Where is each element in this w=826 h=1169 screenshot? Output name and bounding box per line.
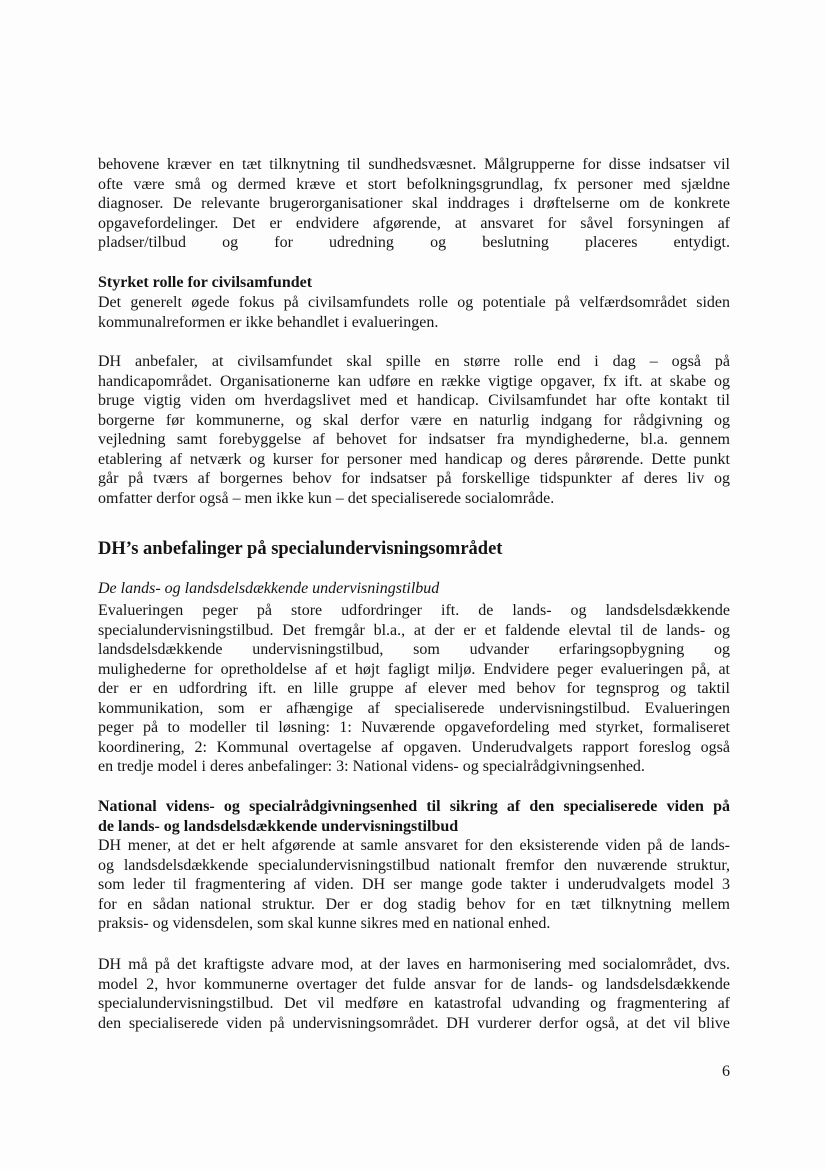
text-line: Det generelt øgede fokus på civilsamfundets rolle og potentiale på velfærdsområdet siden — [98, 294, 730, 311]
text-line: de lands- og landsdelsdækkende undervisningstilbud — [98, 817, 459, 835]
text-line: og landsdelsdækkende specialundervisningstilbud nationalt fremfor den nuværende struktur, — [98, 856, 730, 874]
page-number: 6 — [722, 1063, 730, 1080]
text-line: Styrket rolle for civilsamfundet — [98, 274, 313, 291]
text-line: specialundervisningstilbud. Det fremgår bl.a., at der er et faldende elevtal til de lands- og — [98, 621, 730, 639]
paragraph-dh-opinion — [98, 836, 730, 934]
paragraph-target-groups — [98, 155, 730, 253]
text-line: peger på to modeller til løsning: 1: Nuværende opgavefordeling med styrket, formaliseret — [98, 719, 730, 736]
text-line: bruge vigtig viden om hverdagslivet med et handicap. Civilsamfundet har ofte kontakt til — [98, 392, 730, 409]
text-line: opgavefordelinger. Det er endvidere afgørende, at ansvaret for såvel forsyningen af — [98, 214, 730, 232]
text-line: den specialiserede viden på undervisningsområdet. DH vurderer derfor også, at det vil blive — [98, 1014, 730, 1032]
heading-national-unit — [98, 797, 730, 836]
heading-civil-society — [98, 273, 730, 293]
text-line: DH anbefaler, at civilsamfundet skal spille en større rolle end i dag – også på — [98, 353, 730, 370]
text-line: som leder til fragmentering af viden. DH ser mange gode takter i underudvalgets model 3 — [98, 876, 730, 893]
text-line: for en sådan national struktur. Der er dog stadig behov for en tæt tilknytning mellem — [98, 895, 730, 913]
paragraph-evaluation — [98, 601, 730, 777]
paragraph-dh-recommends — [98, 352, 730, 508]
text-line: De lands- og landsdelsdækkende undervisningstilbud — [98, 580, 440, 597]
text-line: ofte være små og dermed kræve et stort befolkningsgrundlag, fx personer med sjældne — [98, 175, 730, 193]
text-line: diagnoser. De relevante brugerorganisationer skal inddrages i drøftelserne om de konkrete — [98, 195, 730, 212]
text-line: model 2, hvor kommunerne overtager det fulde ansvar for de lands- og landsdelsdækkende — [98, 975, 730, 993]
section-heading-special-education — [98, 540, 730, 560]
text-line: National videns- og specialrådgivningsenhed til sikring af den specialiserede viden på — [98, 798, 730, 815]
text-line: DH mener, at det er helt afgørende at samle ansvaret for den eksisterende viden på de lands- — [98, 837, 730, 854]
text-line: mulighederne for opretholdelse af et højt fagligt miljø. Endvidere peger evalueringen på, at — [98, 660, 730, 678]
text-line: Evalueringen peger på store udfordringer ift. de lands- og landsdelsdækkende — [98, 602, 730, 619]
text-line: borgerne før kommunerne, og skal derfor være en naturlig indgang for rådgivning og — [98, 411, 730, 429]
text-line: går på tværs af borgernes behov for indsatser på forskellige tidspunkter af deres liv og — [98, 470, 730, 487]
text-line: vejledning samt forebyggelse af behovet for indsatser fra myndighederne, bl.a. gennem — [98, 431, 730, 448]
text-line: DH må på det kraftigste advare mod, at der laves en harmonisering med socialområdet, dvs. — [98, 956, 730, 973]
text-line: landsdelsdækkende undervisningstilbud, som udvander erfaringsopbygning og — [98, 641, 730, 658]
text-line: DH’s anbefalinger på specialundervisningsområdet — [98, 539, 503, 559]
paragraph-dh-warning — [98, 955, 730, 1033]
text-line: en tredje model i deres anbefalinger: 3: National videns- og specialrådgivningsenhed. — [98, 758, 645, 775]
text-line: der er en udfordring ift. en lille gruppe af elever med behov for tegnsprog og taktil — [98, 680, 730, 697]
text-line: kommunikation, som er afhængige af specialiserede undervisningstilbud. Evalueringen — [98, 699, 730, 717]
text-line: kommunalreformen er ikke behandlet i evalueringen. — [98, 313, 439, 331]
text-line: specialundervisningstilbud. Det vil medføre en katastrofal udvanding og fragmentering af — [98, 995, 730, 1012]
text-line: praksis- og vidensdelen, som skal kunne sikres med en national enhed. — [98, 915, 551, 932]
text-line: behovene kræver en tæt tilknytning til sundhedsvæsnet. Målgrupperne for disse indsatser vil — [98, 156, 730, 173]
text-line: handicapområdet. Organisationerne kan udføre en række vigtige opgaver, fx ift. at skabe og — [98, 372, 730, 390]
text-line: omfatter derfor også – men ikke kun – det specialiserede socialområde. — [98, 489, 555, 507]
subheading-national-offers — [98, 579, 730, 599]
text-line: pladser/tilbud og for udredning og beslutning placeres entydigt. — [98, 234, 730, 251]
text-line: etablering af netværk og kurser for personer med handicap og deres pårørende. Dette punkt — [98, 450, 730, 468]
text-line: koordinering, 2: Kommunal overtagelse af opgaven. Underudvalgets rapport foreslog også — [98, 738, 730, 756]
paragraph-civil-focus — [98, 293, 730, 332]
